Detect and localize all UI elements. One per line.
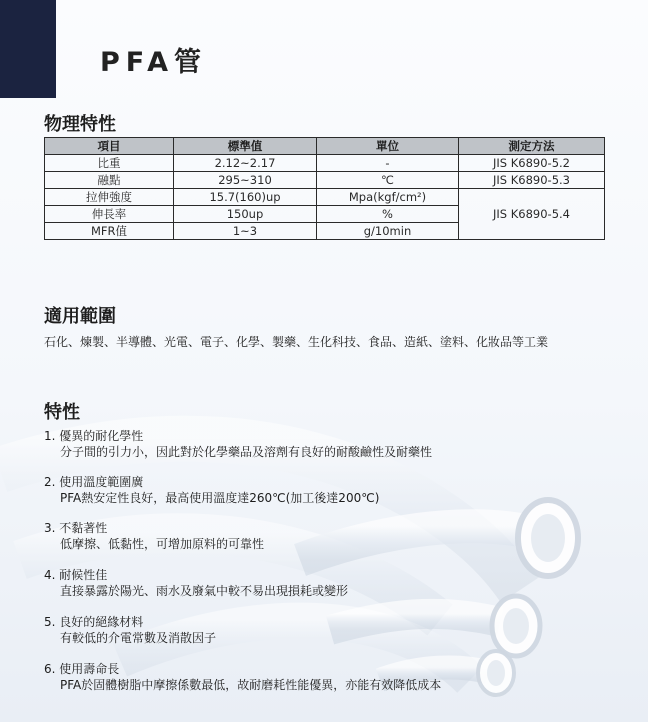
table-header-row bbox=[45, 138, 605, 155]
table-cell: ℃ bbox=[317, 172, 459, 189]
table-row bbox=[45, 189, 605, 206]
table-cell: - bbox=[317, 155, 459, 172]
table-row bbox=[45, 155, 605, 172]
feature-title: 2. 使用溫度範圍廣 bbox=[44, 475, 144, 489]
table-cell: 2.12~2.17 bbox=[174, 155, 317, 172]
table-cell: 拉伸強度 bbox=[45, 189, 174, 206]
feature-item bbox=[44, 661, 441, 693]
feature-description: 分子間的引力小，因此對於化學藥品及溶劑有良好的耐酸鹼性及耐藥性 bbox=[60, 445, 433, 459]
feature-title: 1. 優異的耐化學性 bbox=[44, 429, 144, 443]
column-header-item: 項目 bbox=[45, 138, 174, 155]
page-title: PFA管 bbox=[100, 47, 208, 78]
table-cell: 150up bbox=[174, 206, 317, 223]
column-header-test-method: 測定方法 bbox=[459, 138, 605, 155]
column-header-standard-value: 標準值 bbox=[174, 138, 317, 155]
table-cell-merged-method: JIS K6890-5.4 bbox=[459, 189, 605, 240]
table-cell: g/10min bbox=[317, 223, 459, 240]
feature-description: 直接暴露於陽光、雨水及廢氣中較不易出現損耗或變形 bbox=[60, 584, 349, 598]
feature-title: 4. 耐候性佳 bbox=[44, 568, 108, 582]
applications-heading: 適用範圍 bbox=[44, 306, 116, 327]
table-cell: Mpa(kgf/cm²) bbox=[317, 189, 459, 206]
feature-title: 5. 良好的絕緣材料 bbox=[44, 615, 144, 629]
table-cell: JIS K6890-5.2 bbox=[459, 155, 605, 172]
table-cell: 295~310 bbox=[174, 172, 317, 189]
features-heading: 特性 bbox=[44, 402, 80, 423]
feature-title: 6. 使用壽命長 bbox=[44, 662, 120, 676]
feature-description: 有較低的介電常數及消散因子 bbox=[60, 631, 217, 645]
table-cell: JIS K6890-5.3 bbox=[459, 172, 605, 189]
applications-text: 石化、煉製、半導體、光電、電子、化學、製藥、生化科技、食品、造紙、塗料、化妝品等工業 bbox=[44, 335, 549, 349]
header-color-block bbox=[0, 0, 56, 98]
table-cell: % bbox=[317, 206, 459, 223]
table-cell: 15.7(160)up bbox=[174, 189, 317, 206]
physical-properties-table bbox=[44, 137, 605, 240]
feature-item bbox=[44, 520, 264, 552]
table-cell: 比重 bbox=[45, 155, 174, 172]
feature-item bbox=[44, 428, 432, 460]
feature-description: 低摩擦、低黏性，可增加原料的可靠性 bbox=[60, 537, 265, 551]
column-header-unit: 單位 bbox=[317, 138, 459, 155]
table-cell: 1~3 bbox=[174, 223, 317, 240]
table-cell: 融點 bbox=[45, 172, 174, 189]
feature-title: 3. 不黏著性 bbox=[44, 521, 108, 535]
table-cell: MFR值 bbox=[45, 223, 174, 240]
table-cell: 伸長率 bbox=[45, 206, 174, 223]
feature-item bbox=[44, 474, 379, 506]
feature-item bbox=[44, 614, 216, 646]
feature-description: PFA熱安定性良好，最高使用溫度達260℃(加工後達200℃) bbox=[60, 491, 380, 505]
feature-description: PFA於固體樹脂中摩擦係數最低，故耐磨耗性能優異，亦能有效降低成本 bbox=[60, 678, 442, 692]
feature-item bbox=[44, 567, 348, 599]
table-row bbox=[45, 172, 605, 189]
physical-properties-heading: 物理特性 bbox=[44, 114, 116, 135]
